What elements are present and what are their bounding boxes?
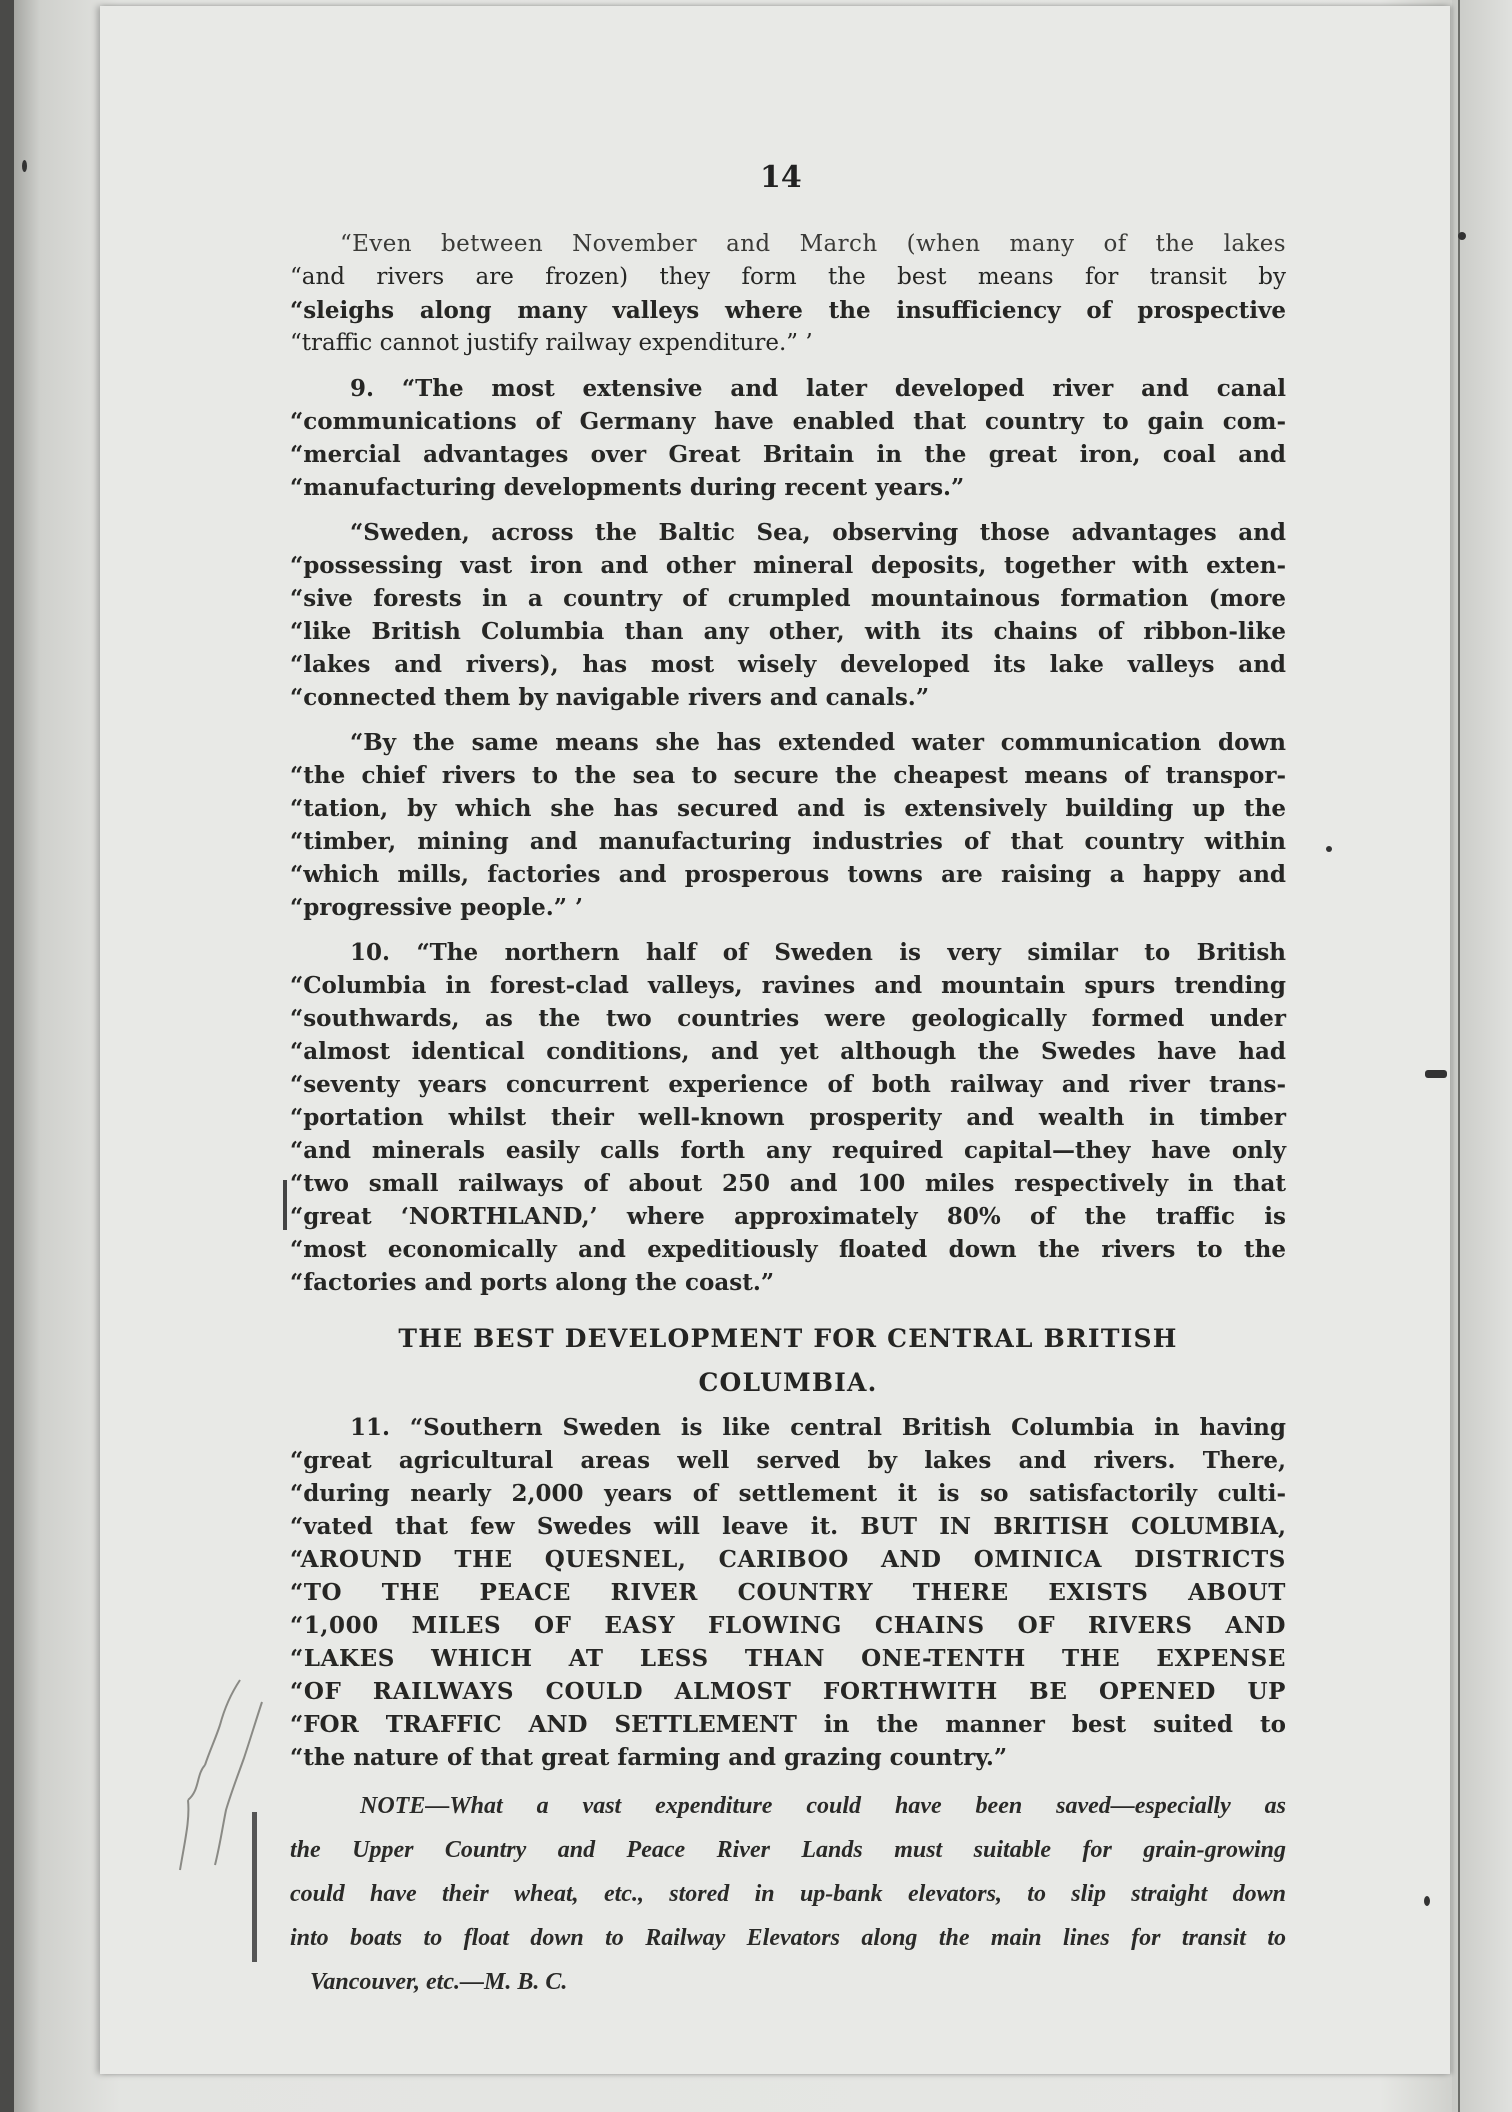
paragraph-gap [290,504,1286,516]
section-heading [290,1317,1286,1405]
text-line: “the chief rivers to the sea to secure the cheapest means of transpor- [290,762,1286,789]
paragraph-gap [290,924,1286,936]
text-line: “By the same means she has extended water communication down [350,729,1286,756]
text-line: “TO THE PEACE RIVER COUNTRY THERE EXISTS ABOUT [290,1579,1286,1606]
note-line: into boats to float down to Railway Elevators along the main lines for transit to [290,1925,1286,1951]
text-line: “connected them by navigable rivers and canals.” [290,684,930,711]
text-line: “tation, by which she has secured and is extensively building up the [290,795,1286,822]
text-line: 10. “The northern half of Sweden is very similar to British [350,939,1286,966]
text-line: “communications of Germany have enabled that country to gain com- [290,408,1286,435]
section-gap [290,1774,1286,1784]
text-line: “during nearly 2,000 years of settlement it is so satisfactorily culti- [290,1480,1286,1507]
paragraph-gap [290,714,1286,726]
text-line: “which mills, factories and prosperous towns are raising a happy and [290,861,1286,888]
text-line: “like British Columbia than any other, with its chains of ribbon-like [290,618,1286,645]
text-line: “and minerals easily calls forth any required capital—they have only [290,1137,1286,1164]
text-line: “the nature of that great farming and grazing country.” [290,1744,1008,1771]
text-line: “Columbia in forest-clad valleys, ravines and mountain spurs trending [290,972,1286,999]
text-line: “1,000 MILES OF EASY FLOWING CHAINS OF RIVERS AND [290,1612,1286,1639]
text-line: “manufacturing developments during recent years.” [290,474,965,501]
text-line: “most economically and expeditiously floated down the rivers to the [290,1236,1286,1263]
paragraph-11 [290,1411,1286,1774]
text-line: “mercial advantages over Great Britain in the great iron, coal and [290,441,1286,468]
text-line: “southwards, as the two countries were geologically formed under [290,1005,1286,1032]
paragraph-10 [290,936,1286,1299]
margin-bracket [252,1812,257,1962]
text-line: “progressive people.” ’ [290,894,584,921]
text-line: “timber, mining and manufacturing industries of that country within [290,828,1286,855]
section-heading-line-2: COLUMBIA. [698,1368,878,1397]
scan-left-edge [0,0,14,2112]
paragraph-1 [290,228,1286,261]
text-line: “sive forests in a country of crumpled mountainous formation (more [290,585,1286,612]
text-line: 9. “The most extensive and later developed river and canal [350,375,1286,402]
scan-speck [1458,232,1466,240]
paragraph-1-cont [290,261,1286,360]
note-block [290,1784,1286,2004]
margin-mark [283,1180,287,1230]
paragraph-gap [290,360,1286,372]
body-text [290,228,1286,2004]
section-gap [290,1299,1286,1317]
text-line: “lakes and rivers), has most wisely developed its lake valleys and [290,651,1286,678]
paragraph-sweden [290,516,1286,714]
text-line: “FOR TRAFFIC AND SETTLEMENT in the manner best suited to [290,1711,1286,1738]
note-line: NOTE—What a vast expenditure could have been saved—especially as [360,1793,1286,1819]
note-line: the Upper Country and Peace River Lands must suitable for grain-growing [290,1837,1286,1863]
section-heading-line-1: THE BEST DEVELOPMENT FOR CENTRAL BRITISH [398,1324,1178,1353]
text-line: 11. “Southern Sweden is like central British Columbia in having [350,1414,1286,1441]
scan-speck [1424,1896,1430,1906]
text-line: “possessing vast iron and other mineral deposits, together with exten- [290,552,1286,579]
text-line: “Even between November and March (when many of the lakes [340,231,1286,257]
binding-line [1458,0,1460,2112]
handwritten-margin-note [160,1640,280,1880]
text-line: “Sweden, across the Baltic Sea, observing those advantages and [350,519,1286,546]
text-line: “almost identical conditions, and yet although the Swedes have had [290,1038,1286,1065]
text-line: “two small railways of about 250 and 100 miles respectively in that [290,1170,1286,1197]
text-line: “seventy years concurrent experience of both railway and river trans- [290,1071,1286,1098]
scan-right-gutter [1452,0,1512,2112]
text-line: “portation whilst their well-known prosperity and wealth in timber [290,1104,1286,1131]
text-line: “and rivers are frozen) they form the best means for transit by [290,264,1286,290]
text-line: “great ‘NORTHLAND,’ where approximately 80% of the traffic is [290,1203,1286,1230]
text-line: “great agricultural areas well served by lakes and rivers. There, [290,1447,1286,1474]
scan-speck [22,160,27,172]
text-line: “OF RAILWAYS COULD ALMOST FORTHWITH BE OPENED UP [290,1678,1286,1705]
paragraph-9 [290,372,1286,504]
scan-speck [1326,846,1332,852]
text-line: “factories and ports along the coast.” [290,1269,775,1296]
note-line: Vancouver, etc.—M. B. C. [310,1969,568,1995]
text-line: “AROUND THE QUESNEL, CARIBOO AND OMINICA DISTRICTS [290,1546,1286,1573]
note-line: could have their wheat, etc., stored in up-bank elevators, to slip straight down [290,1881,1286,1907]
scan-speck [1425,1070,1447,1078]
page-number: 14 [760,160,802,195]
text-line: “sleighs along many valleys where the insufficiency of prospective [290,297,1286,324]
paragraph-same-means [290,726,1286,924]
text-line: “LAKES WHICH AT LESS THAN ONE-TENTH THE EXPENSE [290,1645,1286,1672]
text-line: “traffic cannot justify railway expenditure.” ’ [290,330,813,356]
text-line: “vated that few Swedes will leave it. BUT IN BRITISH COLUMBIA, [290,1513,1286,1540]
